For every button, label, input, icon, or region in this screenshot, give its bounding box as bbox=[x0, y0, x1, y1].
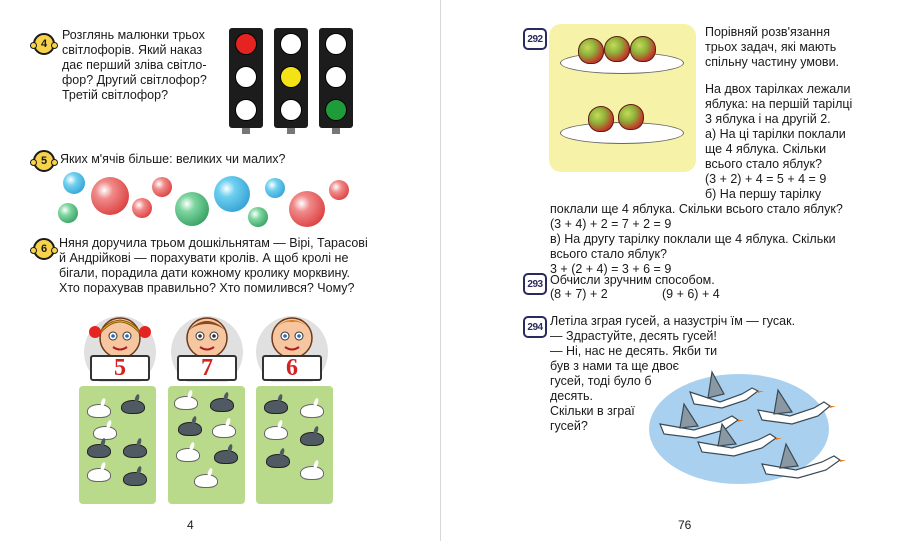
white-rabbit bbox=[87, 404, 111, 418]
big-blue-ball bbox=[214, 176, 250, 212]
off-lamp bbox=[280, 33, 302, 55]
andriiko-answer-card: 6 bbox=[262, 355, 322, 381]
task-292-body-wide: поклали ще 4 яблука. Скільки всього стало яблук? (3 + 4) + 2 = 7 + 2 = 9 в) На другу тарілку поклали ще 4 яблука. Скільки всього стало яблук? 3 + (2 + 4) = 3 + 6 = 9 bbox=[550, 202, 843, 276]
red-lamp bbox=[235, 33, 257, 55]
traffic-light-1 bbox=[229, 28, 263, 128]
small-green-ball bbox=[248, 207, 268, 227]
apple bbox=[588, 106, 614, 132]
big-red-ball bbox=[289, 191, 325, 227]
task-292-intro: Порівняй розв'язання трьох задач, які мають спільну частину умови. bbox=[705, 25, 840, 69]
apple bbox=[578, 38, 604, 64]
off-lamp bbox=[235, 99, 257, 121]
task-4-text: Розглянь малюнки трьох світлофорів. Який наказ дає перший зліва світло- фор? Другий світлофор? Третій світлофор? bbox=[62, 28, 207, 102]
apple bbox=[618, 104, 644, 130]
task-293-badge: 293 bbox=[523, 273, 547, 295]
apple bbox=[604, 36, 630, 62]
task-294-line1: Летіла зграя гусей, а назустріч їм — гусак. bbox=[550, 314, 796, 328]
book-spine bbox=[440, 0, 441, 541]
task-5-badge: 5 bbox=[33, 150, 55, 172]
task-292-badge: 292 bbox=[523, 28, 547, 50]
task-292-body: На двох тарілках лежали яблука: на першій тарілці 3 яблука і на другій 2. а) На ці тарілки поклали ще 4 яблука. Скільки всього стало яблук? (3 + 2) + 4 = 5 + 4 = 9 б) На першу тарілку bbox=[705, 82, 853, 201]
white-rabbit bbox=[87, 468, 111, 482]
green-lamp bbox=[325, 99, 347, 121]
off-lamp bbox=[235, 66, 257, 88]
pole bbox=[332, 128, 340, 134]
gray-rabbit bbox=[210, 398, 234, 412]
small-green-ball bbox=[58, 203, 78, 223]
white-rabbit bbox=[194, 474, 218, 488]
gray-rabbit bbox=[123, 472, 147, 486]
task-294-text: — Здрастуйте, десять гусей! — Ні, нас не десять. Якби ти був з нами та ще двоє гусей, тоді було б десять. Скільки в зграї гусей? bbox=[550, 329, 718, 433]
gray-rabbit bbox=[121, 400, 145, 414]
white-rabbit bbox=[174, 396, 198, 410]
off-lamp bbox=[325, 33, 347, 55]
white-rabbit bbox=[176, 448, 200, 462]
small-red-ball bbox=[329, 180, 349, 200]
gray-rabbit bbox=[178, 422, 202, 436]
pole bbox=[287, 128, 295, 134]
task-5-text: Яких м'ячів більше: великих чи малих? bbox=[60, 152, 286, 166]
big-red-ball bbox=[91, 177, 129, 215]
gray-rabbit bbox=[214, 450, 238, 464]
page-number-right: 76 bbox=[678, 518, 692, 532]
off-lamp bbox=[280, 99, 302, 121]
task-6-text: Няня доручила трьом дошкільнятам — Вірі, Тарасові й Андрійкові — порахувати кролів. А щоб кролі не бігали, порадила дати кожному кролику морквину. Хто порахував правильно? Хто помилився? Чому? bbox=[59, 236, 368, 295]
gray-rabbit bbox=[87, 444, 111, 458]
rabbit-field-1 bbox=[79, 386, 156, 504]
white-rabbit bbox=[212, 424, 236, 438]
task-6-badge: 6 bbox=[33, 238, 55, 260]
gray-rabbit bbox=[300, 432, 324, 446]
small-red-ball bbox=[132, 198, 152, 218]
task-294-badge: 294 bbox=[523, 316, 547, 338]
off-lamp bbox=[325, 66, 347, 88]
left-page bbox=[0, 0, 440, 541]
page-number-left: 4 bbox=[187, 518, 194, 532]
task-4-badge: 4 bbox=[33, 33, 55, 55]
task-293-expression-1: (8 + 7) + 2 bbox=[550, 287, 608, 301]
white-rabbit bbox=[264, 426, 288, 440]
white-rabbit bbox=[300, 404, 324, 418]
small-blue-ball bbox=[63, 172, 85, 194]
big-green-ball bbox=[175, 192, 209, 226]
gray-rabbit bbox=[123, 444, 147, 458]
small-blue-ball bbox=[265, 178, 285, 198]
gray-rabbit bbox=[264, 400, 288, 414]
traffic-light-3 bbox=[319, 28, 353, 128]
traffic-light-2 bbox=[274, 28, 308, 128]
rabbit-field-3 bbox=[256, 386, 333, 504]
apple bbox=[630, 36, 656, 62]
task-293-title: Обчисли зручним способом. bbox=[550, 273, 715, 287]
small-red-ball bbox=[152, 177, 172, 197]
task-293-expression-2: (9 + 6) + 4 bbox=[662, 287, 720, 301]
vira-answer-card: 5 bbox=[90, 355, 150, 381]
pole bbox=[242, 128, 250, 134]
yellow-lamp bbox=[280, 66, 302, 88]
white-rabbit bbox=[300, 466, 324, 480]
rabbit-field-2 bbox=[168, 386, 245, 504]
taras-answer-card: 7 bbox=[177, 355, 237, 381]
gray-rabbit bbox=[266, 454, 290, 468]
